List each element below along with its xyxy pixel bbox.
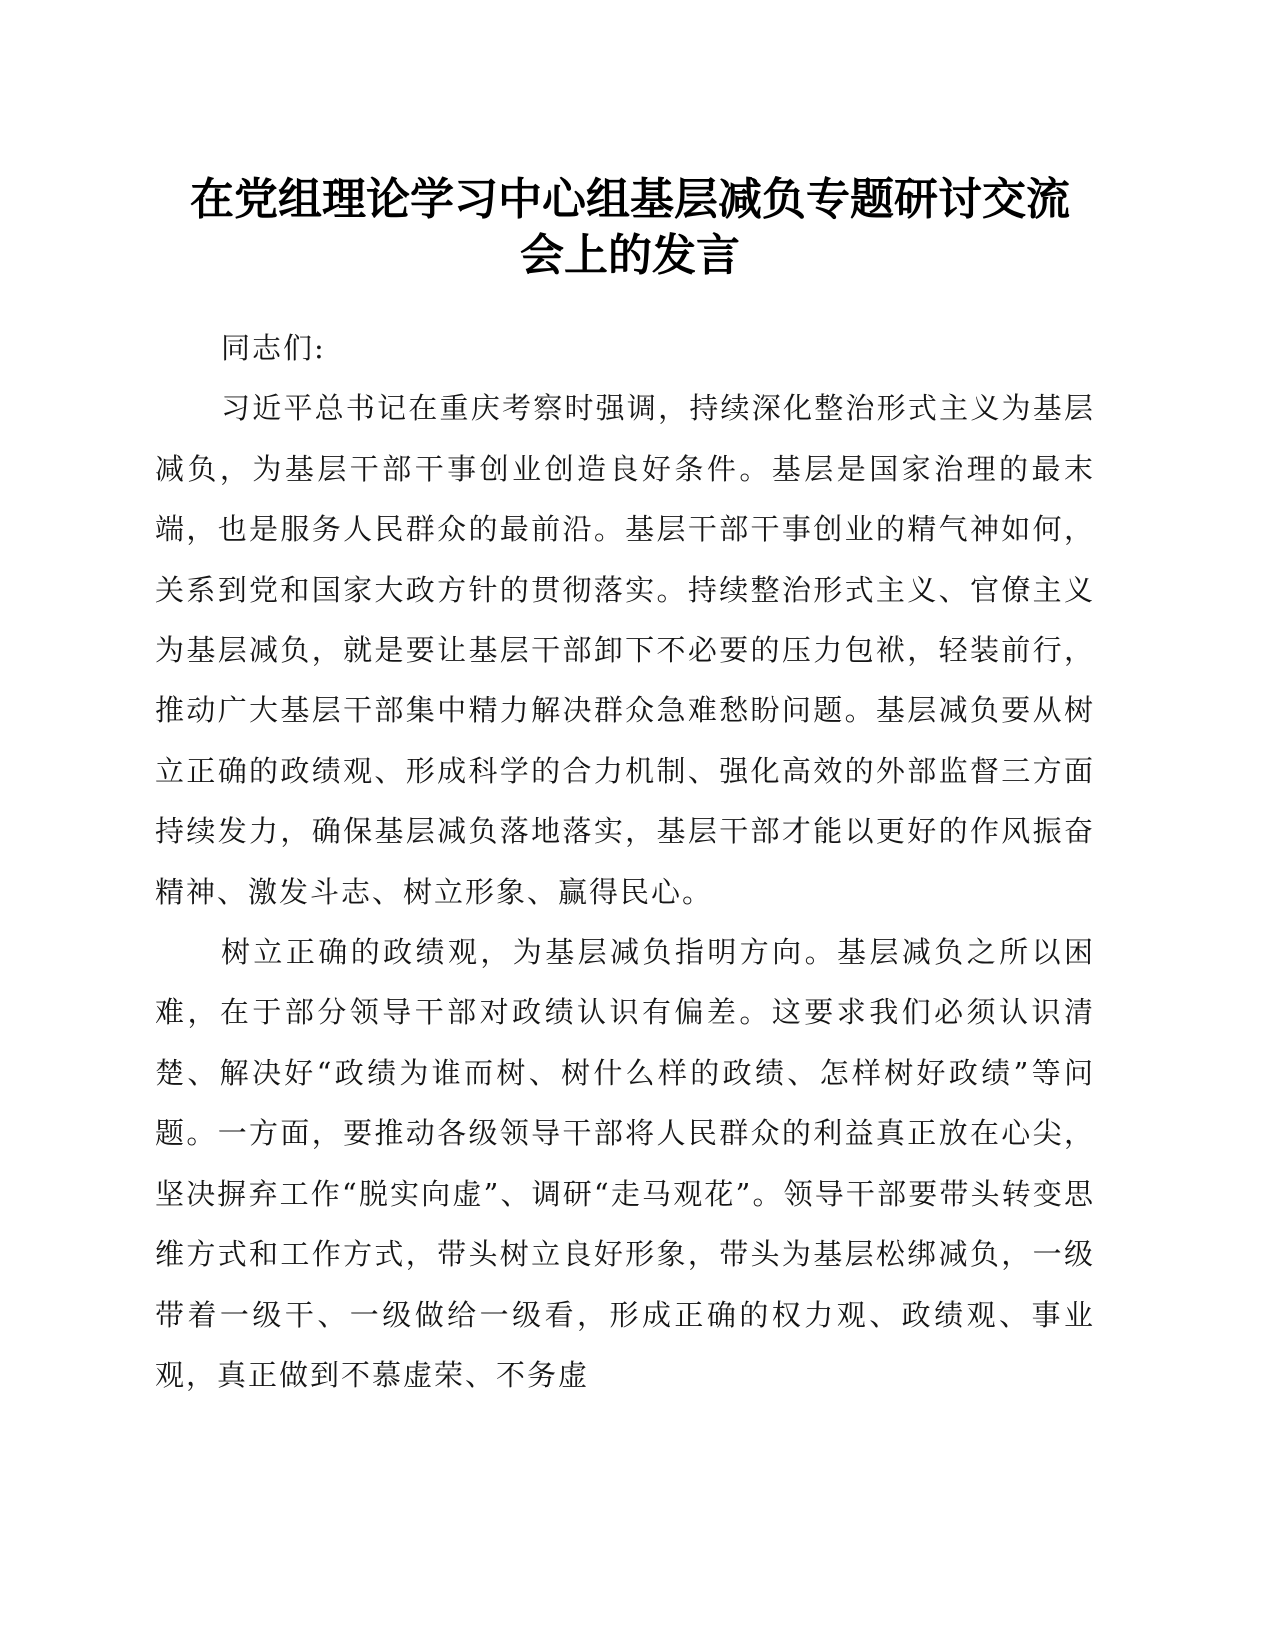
title-line-2: 会上的发言 bbox=[520, 230, 740, 281]
paragraph-2: 树立正确的政绩观，为基层减负指明方向。基层减负之所以困难，在于部分领导干部对政绩认识有偏差。这要求我们必须认识清楚、解决好“政绩为谁而树、树什么样的政绩、怎样树好政绩”等问题。一方面，要推动各级领导干部将人民群众的利益真正放在心尖，坚决摒弃工作“脱实向虚”、调研“走马观花”。领导干部要带头转变思维方式和工作方式，带头树立良好形象，带头为基层松绑减负，一级带着一级干、一级做给一级看，形成正确的权力观、政绩观、事业观，真正做到不慕虚荣、不务虚 bbox=[155, 935, 1095, 1392]
document-body bbox=[155, 318, 1095, 1405]
document-title bbox=[160, 172, 1100, 284]
paragraph-1: 习近平总书记在重庆考察时强调，持续深化整治形式主义为基层减负，为基层干部干事创业创造良好条件。基层是国家治理的最末端，也是服务人民群众的最前沿。基层干部干事创业的精气神如何，关系到党和国家大政方针的贯彻落实。持续整治形式主义、官僚主义为基层减负，就是要让基层干部卸下不必要的压力包袱，轻装前行，推动广大基层干部集中精力解决群众急难愁盼问题。基层减负要从树立正确的政绩观、形成科学的合力机制、强化高效的外部监督三方面持续发力，确保基层减负落地落实，基层干部才能以更好的作风振奋精神、激发斗志、树立形象、赢得民心。 bbox=[155, 391, 1095, 909]
salutation: 同志们: bbox=[221, 331, 326, 365]
title-line-1: 在党组理论学习中心组基层减负专题研讨交流 bbox=[190, 174, 1070, 225]
